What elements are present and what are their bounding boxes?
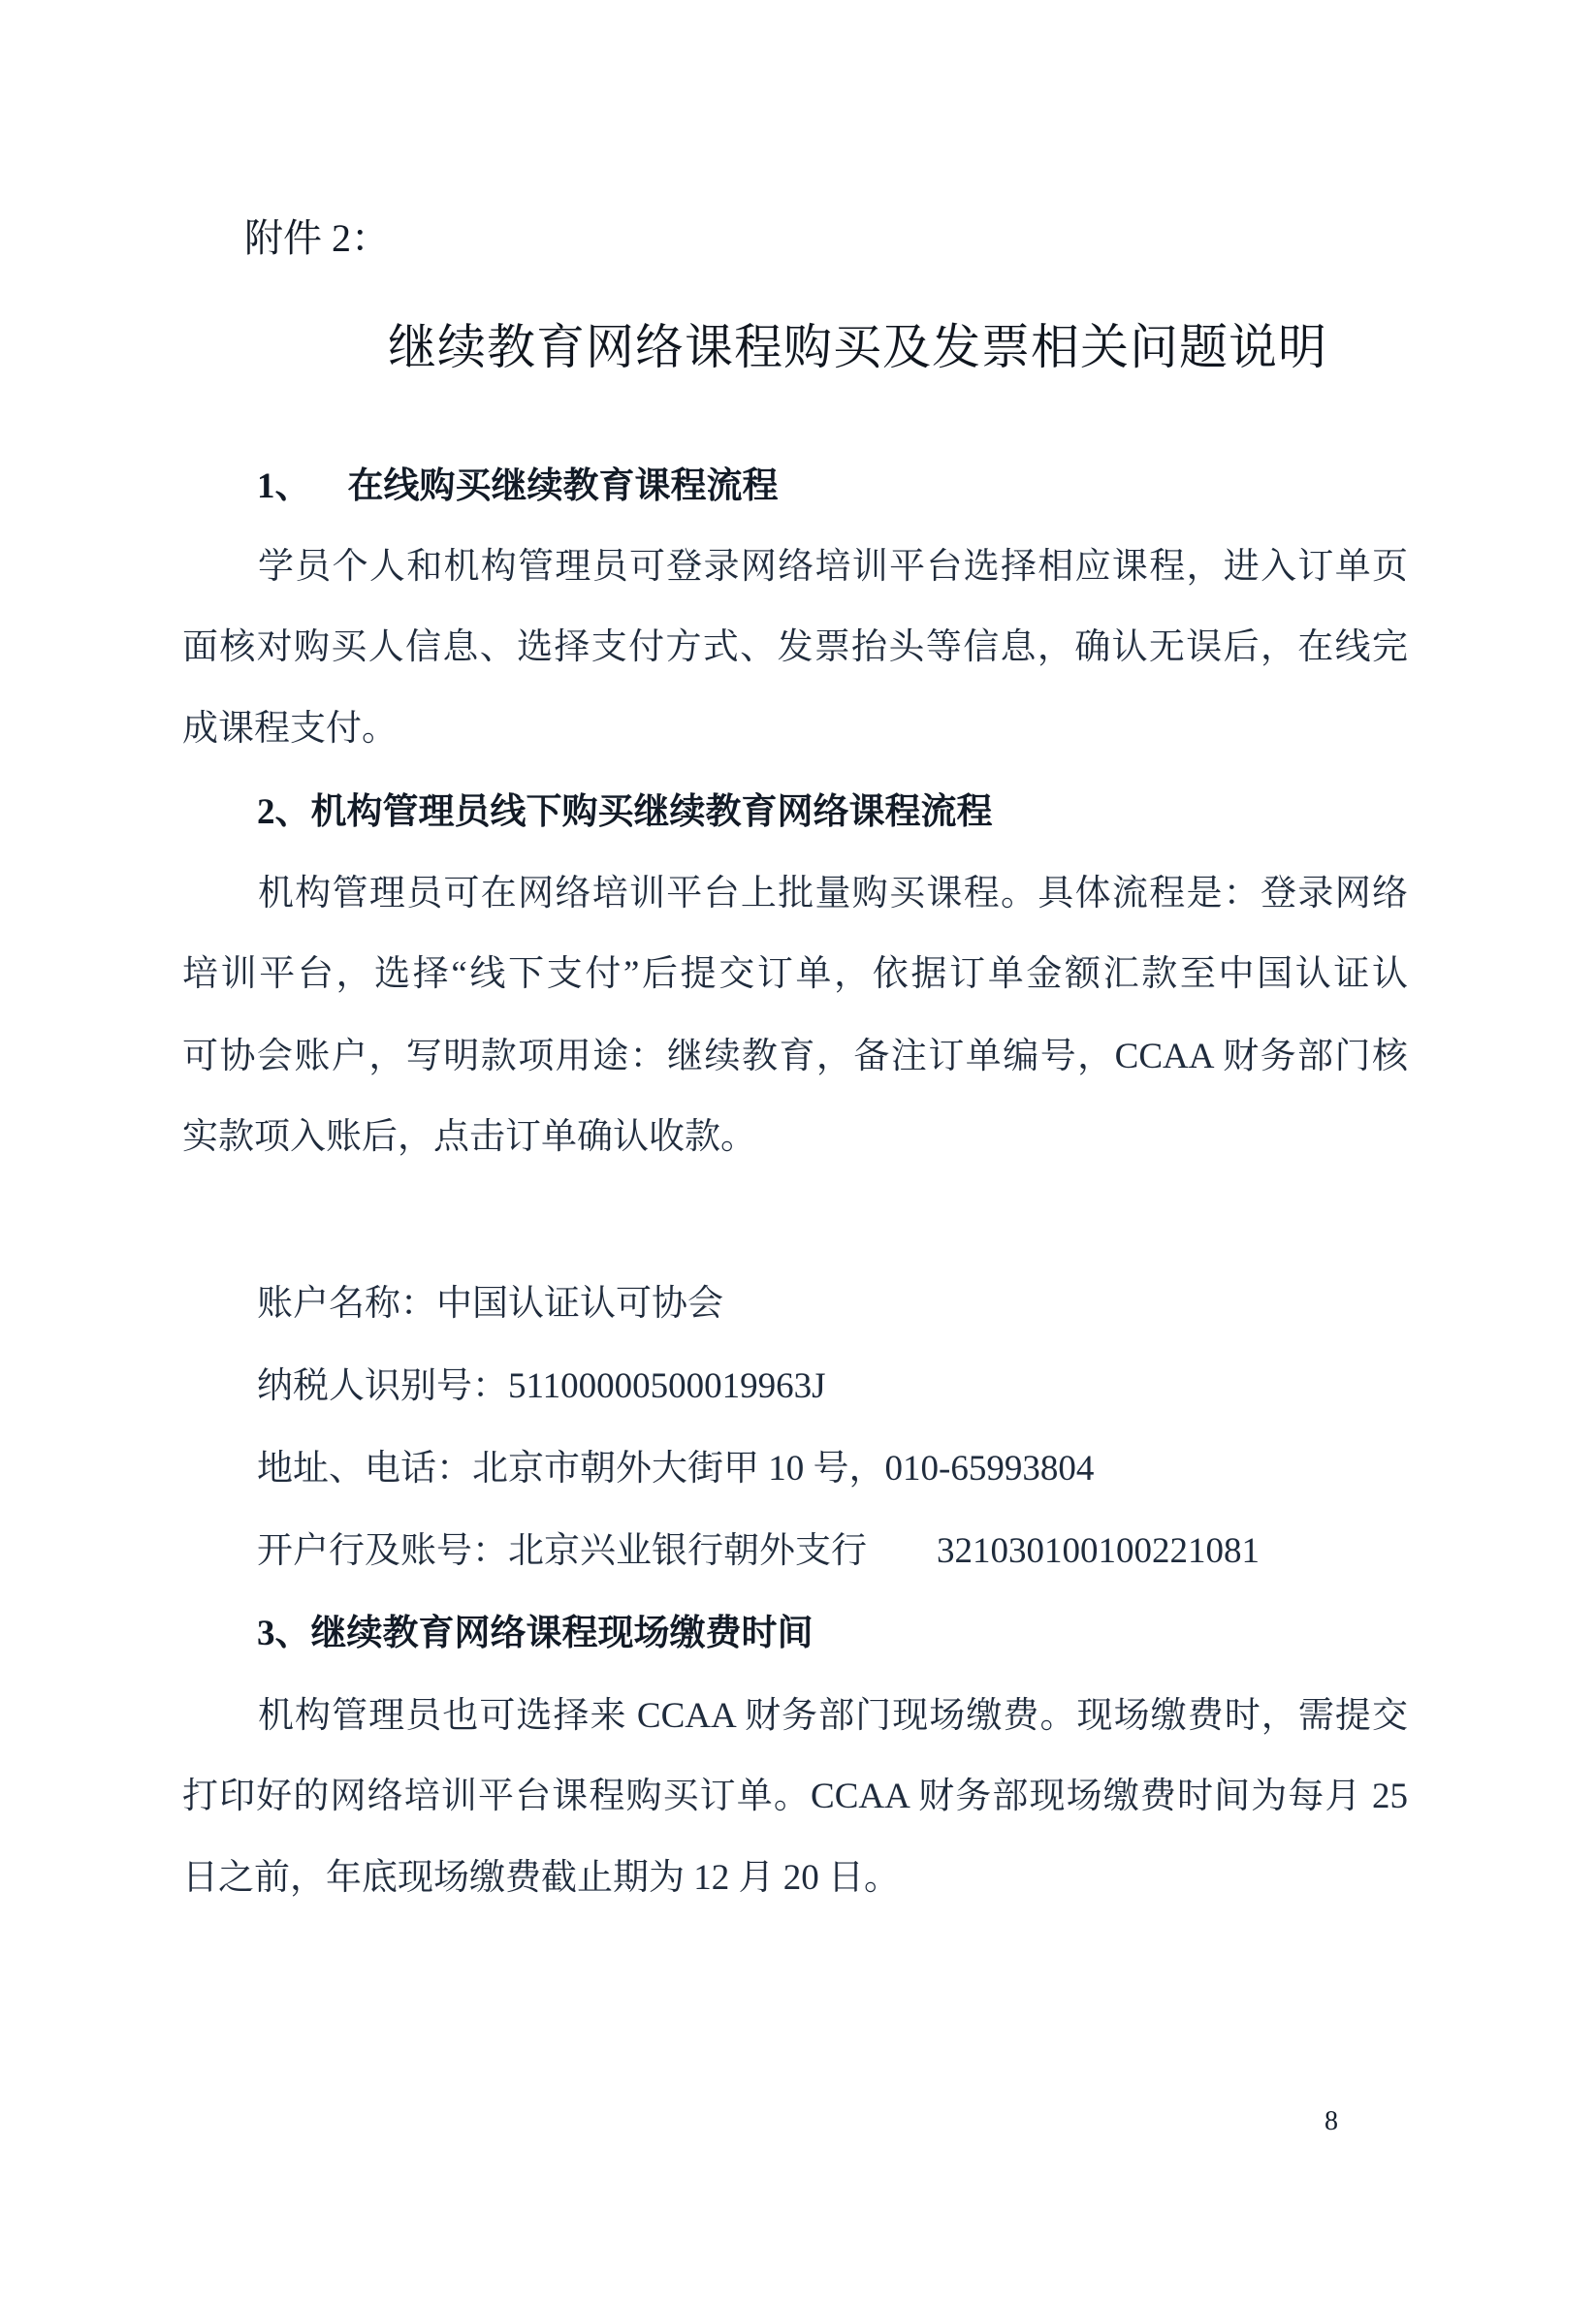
paragraph-line: 打印好的网络培训平台课程购买订单。CCAA 财务部现场缴费时间为每月 25 <box>182 1777 1408 1816</box>
attachment-label: 附件 2： <box>244 216 390 260</box>
taxpayer-id-label: 纳税人识别号： <box>257 1366 508 1406</box>
address-phone-label: 地址、电话： <box>257 1449 472 1489</box>
section-2-number: 2、 <box>257 792 311 832</box>
paragraph-line: 培训平台，选择“线下支付”后提交订单，依据订单金额汇款至中国认证认 <box>182 954 1408 994</box>
bank-label: 开户行及账号： <box>257 1531 508 1571</box>
account-name-value: 中国认证认可协会 <box>436 1284 723 1324</box>
document-title: 继续教育网络课程购买及发票相关问题说明 <box>388 320 1327 374</box>
section-3-heading-text: 继续教育网络课程现场缴费时间 <box>310 1614 814 1653</box>
account-name-row <box>257 1264 723 1345</box>
address-phone-value: 北京市朝外大街甲 10 号，010-65993804 <box>472 1449 1095 1489</box>
bank-account-row <box>257 1511 1260 1592</box>
section-1-heading <box>257 446 779 528</box>
paragraph-line: 可协会账户，写明款项用途：继续教育，备注订单编号，CCAA 财务部门核 <box>182 1037 1408 1076</box>
paragraph-line: 面核对购买人信息、选择支付方式、发票抬头等信息，确认无误后，在线完 <box>182 627 1408 667</box>
paragraph-line: 日之前，年底现场缴费截止期为 12 月 20 日。 <box>182 1858 900 1898</box>
taxpayer-id-value: 51100000500019963J <box>508 1366 826 1406</box>
account-name-label: 账户名称： <box>257 1284 436 1324</box>
section-2-heading <box>257 772 993 853</box>
bank-account-number: 321030100100221081 <box>937 1531 1260 1571</box>
section-3-heading <box>257 1593 814 1675</box>
bank-name-value: 北京兴业银行朝外支行 <box>508 1531 867 1571</box>
section-2-heading-text: 机构管理员线下购买继续教育网络课程流程 <box>310 792 993 832</box>
paragraph-line: 实款项入账后，点击订单确认收款。 <box>182 1117 756 1157</box>
section-3-number: 3、 <box>257 1614 311 1653</box>
paragraph-line: 机构管理员也可选择来 CCAA 财务部门现场缴费。现场缴费时，需提交 <box>258 1696 1408 1736</box>
section-1-heading-text: 在线购买继续教育课程流程 <box>347 466 779 506</box>
paragraph-line: 机构管理员可在网络培训平台上批量购买课程。具体流程是：登录网络 <box>258 874 1408 913</box>
paragraph-line: 学员个人和机构管理员可登录网络培训平台选择相应课程，进入订单页 <box>258 547 1408 587</box>
taxpayer-id-row <box>257 1346 826 1427</box>
address-phone-row <box>257 1428 1094 1510</box>
section-1-number: 1、 <box>257 466 311 506</box>
page-number: 8 <box>1325 2106 1338 2136</box>
paragraph-line: 成课程支付。 <box>182 709 398 749</box>
